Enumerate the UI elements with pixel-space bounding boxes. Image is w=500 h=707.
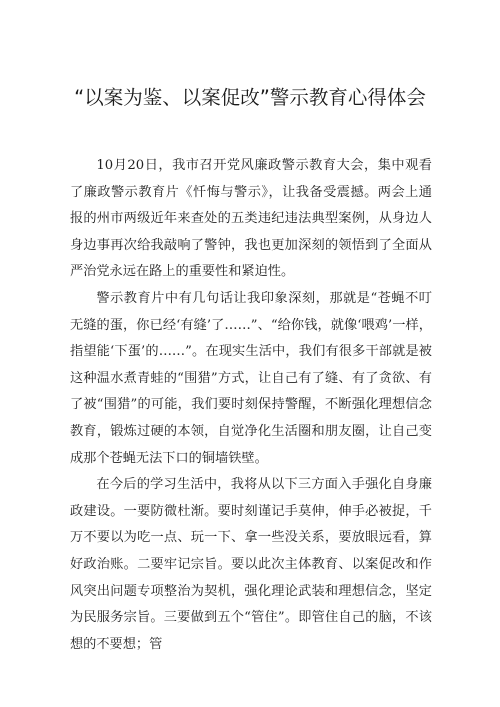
paragraph-2: 警示教育片中有几句话让我印象深刻，那就是“苍蝇不叮无缝的蛋，你已经‘有缝’了……”、“给你钱，就像‘喂鸡’一样，指望能‘下蛋’的……”。在现实生活中，我们有很多干部就是被这种温水煮青蛙的“围猎”方式，让自己有了缝、有了贪欲、有了被“围猎”的可能，我们要时刻保持警醒，不断强化理想信念教育，锻炼过硬的本领，自觉净化生活圈和朋友圈，让自己变成那个苍蝇无法下口的铜墙铁壁。 xyxy=(70,290,432,466)
document-body xyxy=(70,153,432,658)
paragraph-1: 10月20日，我市召开党风廉政警示教育大会，集中观看了廉政警示教育片《忏悔与警示》，让我备受震撼。两会上通报的州市两级近年来查处的五类违纪违法典型案例，从身边人身边事再次给我敲响了警钟，我也更加深刻的领悟到了全面从严治党永远在路上的重要性和紧迫性。 xyxy=(70,158,432,280)
paragraph-3: 在今后的学习生活中，我将从以下三方面入手强化自身廉政建设。一要防微杜渐。要时刻谨记手莫伸，伸手必被捉，千万不要以为吃一点、玩一下、拿一些没关系，要放眼远看，算好政治账。二要牢记宗旨。要以此次主体教育、以案促改和作风突出问题专项整治为契机，强化理论武装和理想信念，坚定为民服务宗旨。三要做到五个“管住”。即管住自己的脑，不该想的不要想；管 xyxy=(70,477,432,652)
document-title: “以案为鉴、以案促改”警示教育心得体会 xyxy=(74,86,426,109)
